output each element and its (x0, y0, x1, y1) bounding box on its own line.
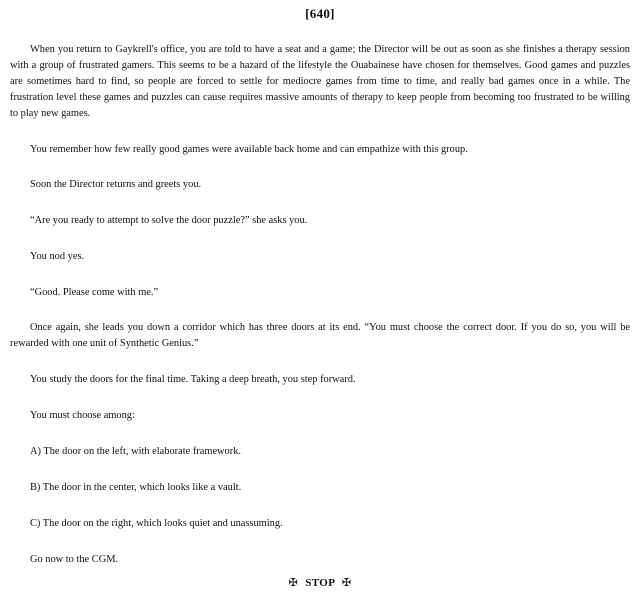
option-a: A) The door on the left, with elaborate framework. (30, 446, 242, 457)
paragraph-good: “Good. Please come with me.” (30, 287, 159, 298)
paragraph-director-question: “Are you ready to attempt to solve the door puzzle?” she asks you. (30, 215, 308, 226)
paragraph-director-returns: Soon the Director returns and greets you. (30, 179, 202, 190)
page-number: [640] (305, 6, 335, 21)
paragraph-study-doors: You study the doors for the final time. Taking a deep breath, you step forward. (30, 374, 356, 385)
paragraph-nod: You nod yes. (30, 251, 85, 262)
paragraph-empathize: You remember how few really good games were available back home and can empathize with this group. (30, 144, 468, 155)
paragraph-corridor: Once again, she leads you down a corridor which has three doors at its end. “You must choose the correct door. If you do so, you will be rewarded with one unit of Synthetic Genius.” (10, 322, 630, 349)
stop-marker (0, 576, 640, 589)
paragraph-go-cgm: Go now to the CGM. (30, 554, 119, 565)
stop-label: STOP (305, 577, 335, 589)
paragraph-choose-among: You must choose among: (30, 410, 135, 421)
cross-right-icon: ✠ (341, 577, 352, 589)
paragraph-intro: When you return to Gaykrell's office, you are told to have a seat and a game; the Director will be out as soon as she finishes a therapy session with a group of frustrated gamers. This seems to be a hazard of the lifestyle the Ouabainese have chosen for themselves. Good games and puzzles are sometimes hard to find, so people are forced to settle for mediocre games from time to time, and really bad games once in a while. The frustration level these games and puzzles can cause requires massive amounts of therapy to keep people from becoming too frustrated to be willing to play new games. (10, 44, 630, 119)
option-b: B) The door in the center, which looks like a vault. (30, 482, 242, 493)
cross-left-icon: ✠ (288, 577, 299, 589)
option-c: C) The door on the right, which looks quiet and unassuming. (30, 518, 283, 529)
